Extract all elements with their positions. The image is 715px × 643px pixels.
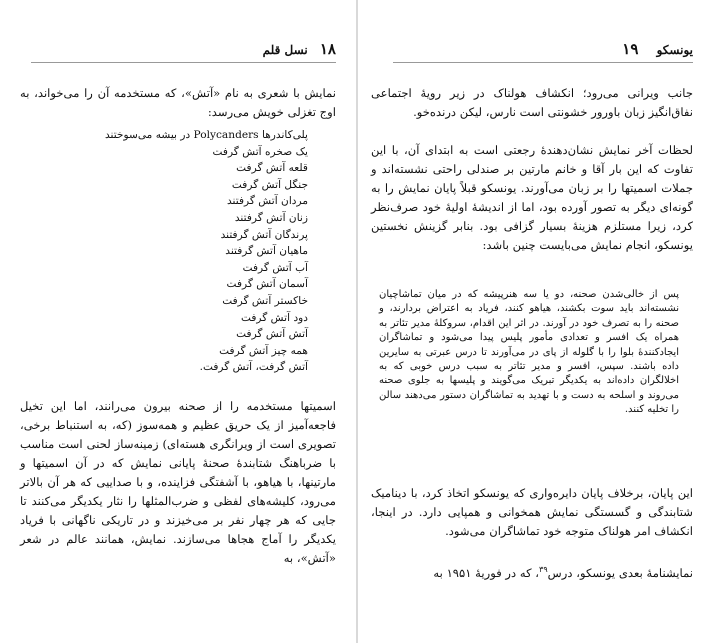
paragraph-text-end: ، که در فوریهٔ ۱۹۵۱ به	[433, 565, 540, 580]
poem-line: آسمان آتش گرفت	[226, 278, 308, 291]
poem-line: یک صخره آتش گرفت	[212, 145, 308, 158]
poem-line: زنان آتش گرفتند	[234, 211, 308, 224]
poem-line: پلی‌کاندرها Polycanders در بیشه می‌سوختند	[104, 129, 308, 141]
poem-line: قلعه آتش گرفت	[236, 162, 308, 175]
left-intro-paragraph: نمایش با شعری به نام «آتش»، که مستخدمه آن را می‌خواند، به اوج تغزلی خویش می‌رسد:	[20, 86, 336, 119]
left-header-rule	[31, 62, 336, 63]
right-third-paragraph: این پایان، برخلاف پایان دایره‌واری که یونسکو اتخاذ کرد، با دینامیک شتابندگی و گسستگی نمایش همخوانی و همپایی دارد. در اینجا، انکشاف امر هولناک متوجه خود تماشاگران می‌شود.	[371, 486, 693, 538]
left-page-number: ۱۸	[319, 40, 336, 58]
left-body-paragraph: اسمیتها مستخدمه را از صحنه بیرون می‌رانند، اما این تخیل فاجعه‌آمیز از یک حریق عظیم و همه‌سوز (که، به استنباط برخی، تصویری است از ویرانگری هسته‌ای) زمینه‌ساز لحنی است مناسب با ضرباهنگ شتابندهٔ صحنهٔ پایانی نمایش که در آن اسمیتها و مارتینها، با هیاهو، با آشفتگی فزاینده، و با صداییی که هر آن بالاتر می‌رود، کلیشه‌های لفظی و ضرب‌المثلها را نثار یکدیگر می‌کنند تا جایی که هر چهار نفر بر می‌خیزند و در تاریکی ناگهانی با فریاد یکدیگر را آماج هجاها می‌سازند. نمایش، همانند عالم در شعر «آتش»، به	[20, 399, 336, 565]
left-page-header	[263, 40, 336, 58]
poem-line: مردان آتش گرفتند	[227, 195, 308, 208]
poem-line: پرندگان آتش گرفتند	[220, 228, 308, 241]
poem-line: آتش گرفت، آتش گرفت.	[199, 361, 308, 374]
poem-line: آتش آتش گرفت	[236, 328, 308, 341]
right-running-title: یونسکو	[656, 43, 693, 57]
right-header-rule	[393, 62, 693, 63]
paragraph-text-start: نمایشنامهٔ بعدی یونسکو، درس	[547, 565, 693, 580]
poem-line: آب آتش گرفت	[242, 261, 308, 274]
block-quote: پس از خالی‌شدن صحنه، دو یا سه هنرپیشه که در میان تماشاچیان نشسته‌اند باید سوت بکشند، هیاهو کنند، فریاد به اعتراض بردارند، و صحنه را به تصرف خود در آورند. در اثر این اقدام، سروکلهٔ مدیر تئاتر به همراه یک افسر و تعدادی مأمور پلیس پیدا می‌شود و تماشاگران ایجادکنندهٔ بلوا را با گلوله از پای در می‌آورند تا درس عبرتی به سایرین داده باشند. سپس، افسر و مدیر تئاتر به سبب درس خوبی که به اخلالگران داده‌اند به یکدیگر تبریک می‌گویند و پلیسها به جلوی صحنه می‌روند و اسلحه به دست و با تهدید به تماشاگران دستور می‌دهند سالن را تخلیه کنند.	[379, 289, 679, 416]
poem-line: ماهیان آتش گرفتند	[225, 245, 308, 258]
right-second-paragraph: لحظات آخر نمایش نشان‌دهندهٔ رجعتی است به ابتدای آن، با این تفاوت که این بار آقا و خانم مارتین بر صندلی راحتی نشسته‌اند و جملات اسمیتها را بر زبان می‌آورند. یونسکو قبلاً پایان نمایش را به گونه‌ای دیگر به تصور آورده بود، اما از اندیشهٔ اولیهٔ خود صرف‌نظر کرد، زیرا مستلزم هزینهٔ بسیار گزافی بود. بنابر گزینش نخستین یونسکو، انجام نمایش می‌بایست چنین باشد:	[371, 143, 693, 252]
right-page-header	[622, 40, 693, 58]
poem-line: دود آتش گرفت	[240, 311, 308, 324]
right-opening-paragraph: جانب ویرانی می‌رود؛ انکشاف هولناک در زیر رویهٔ اجتماعی نفاق‌انگیز زبان باورور خشونتی است نارس، لیکن درنده‌خو.	[371, 86, 693, 119]
poem-line: همه چیز آتش گرفت	[219, 344, 308, 357]
right-fourth-paragraph	[371, 560, 693, 583]
right-page	[358, 0, 715, 643]
left-page	[0, 0, 356, 643]
footnote-marker: ۳۹	[539, 565, 548, 574]
left-running-title: نسل قلم	[262, 43, 308, 57]
fire-poem	[88, 127, 308, 376]
right-page-number: ۱۹	[622, 40, 639, 58]
poem-line: خاکستر آتش گرفت	[222, 294, 308, 307]
poem-line: جنگل آتش گرفت	[231, 178, 308, 191]
